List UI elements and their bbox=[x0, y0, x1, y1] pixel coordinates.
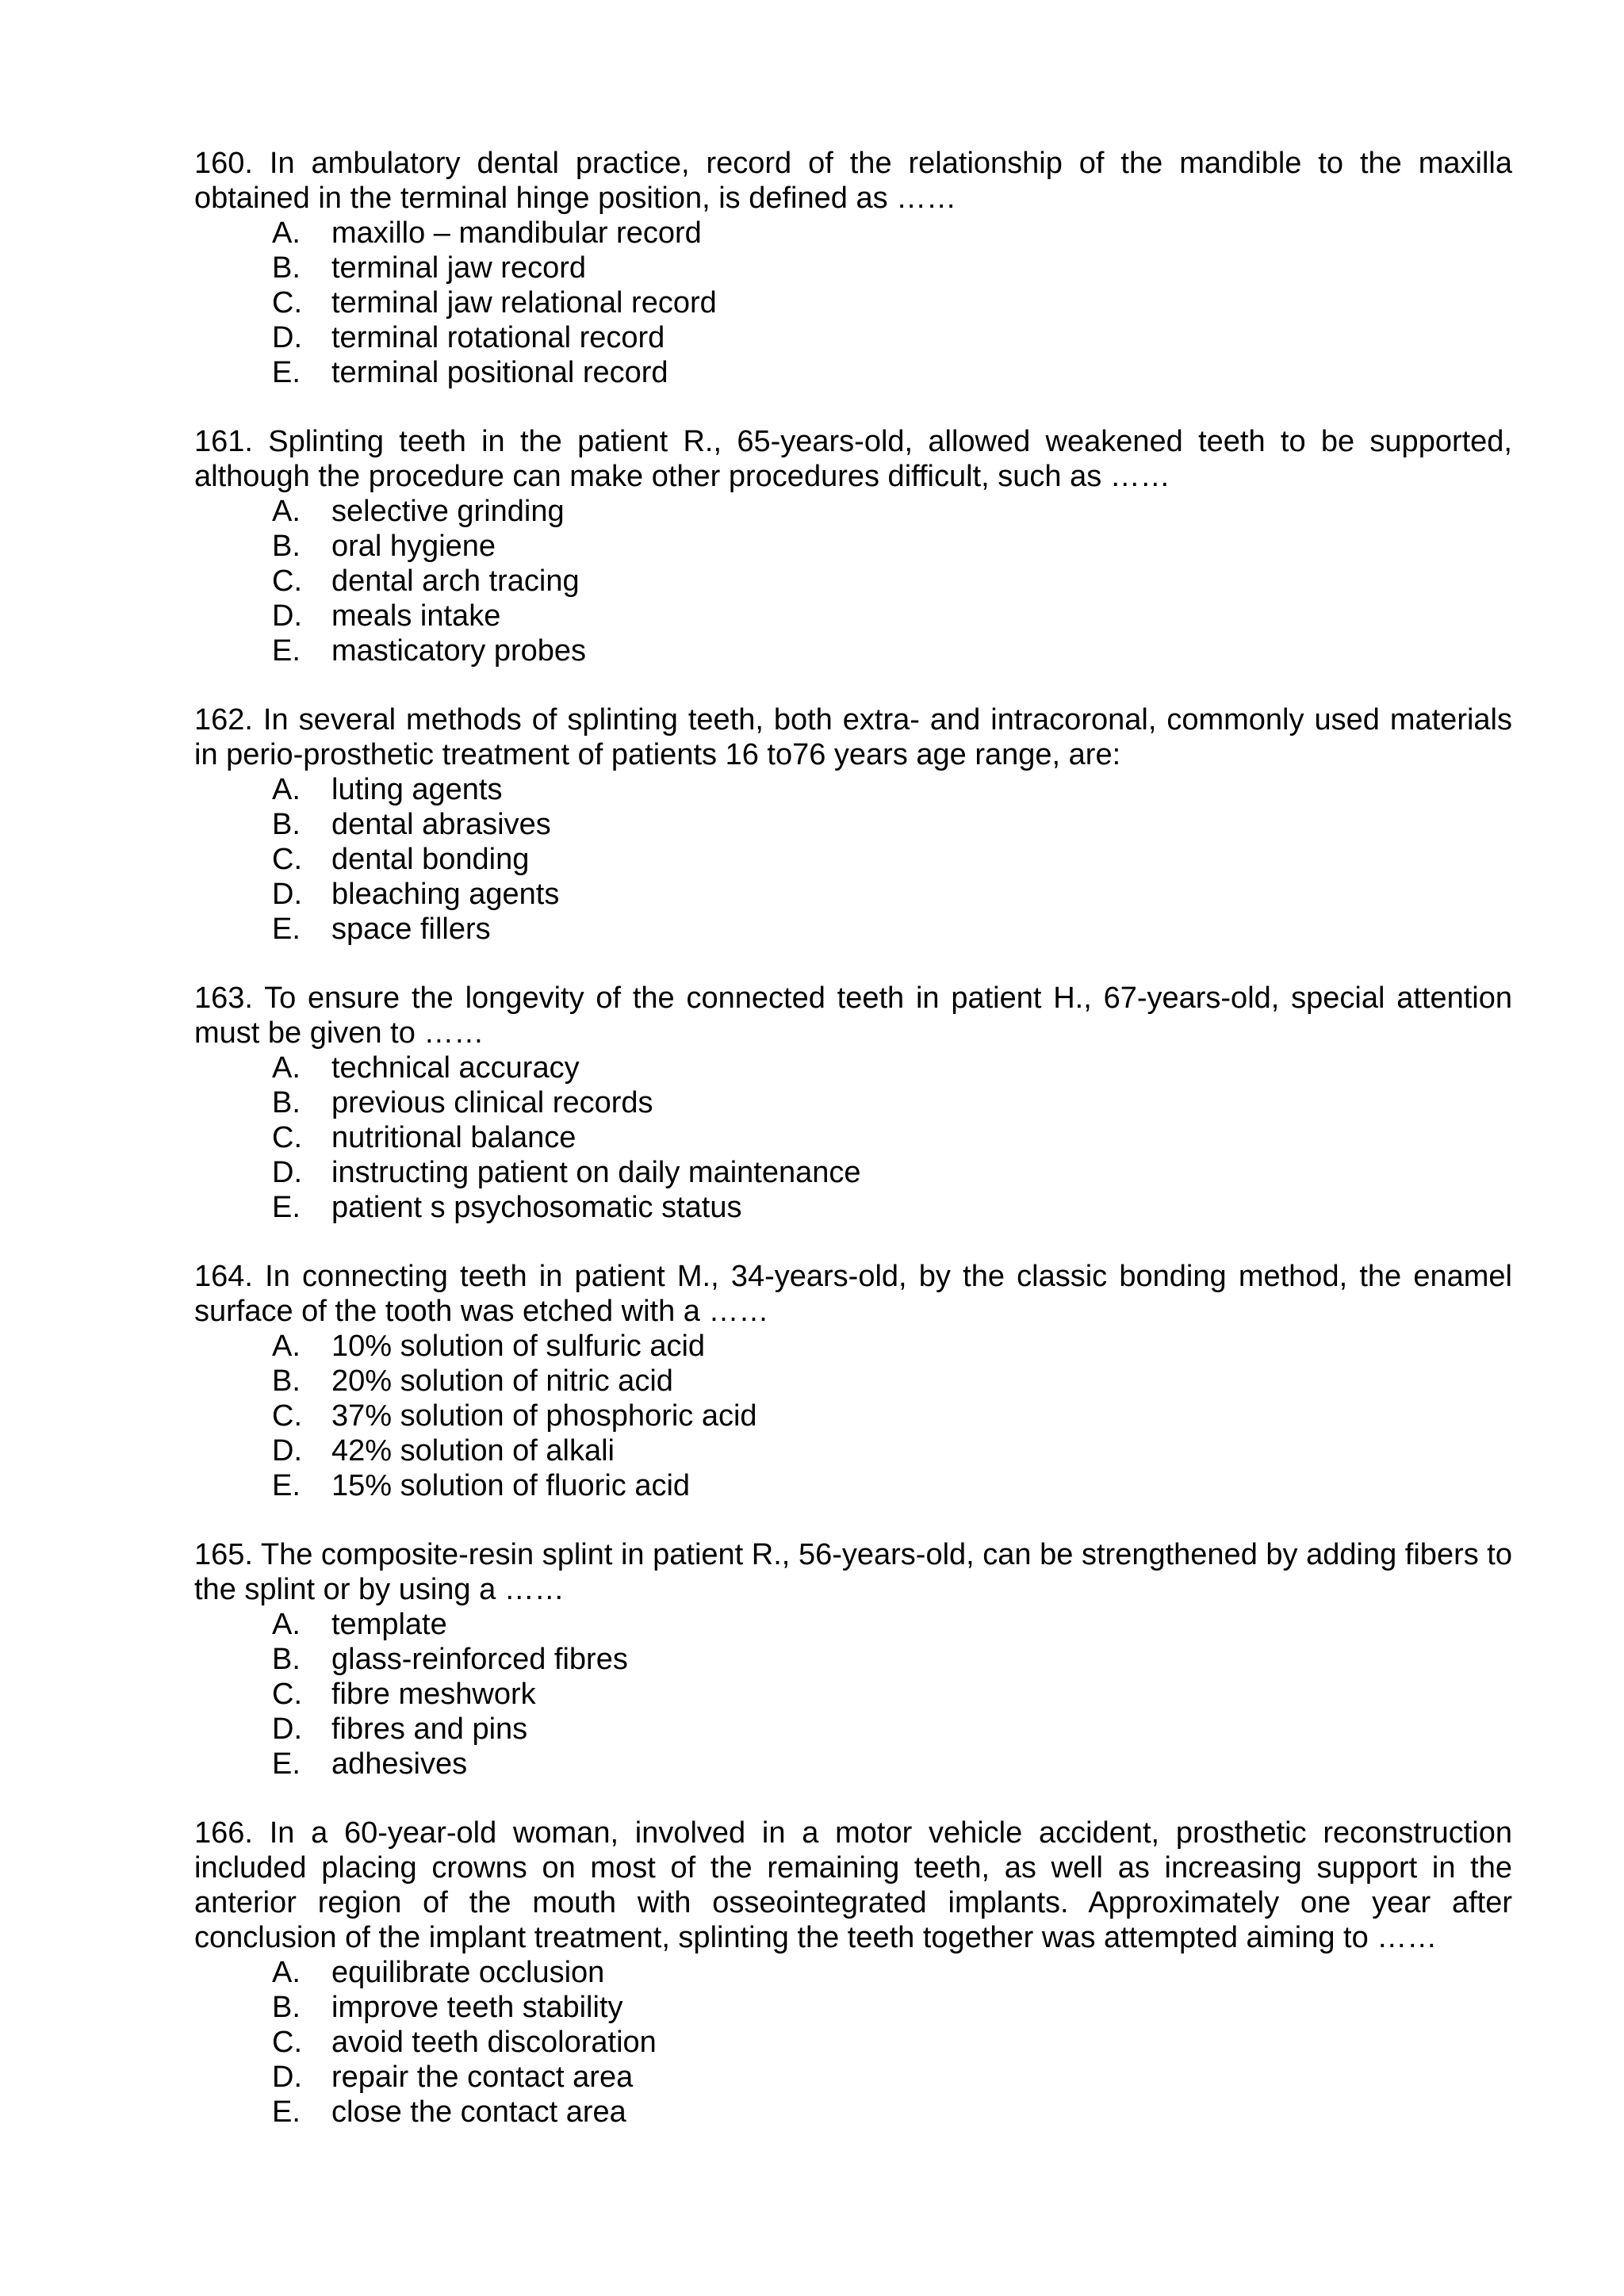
option-letter: B. bbox=[272, 1991, 301, 2024]
option-letter: D. bbox=[272, 878, 302, 911]
option-d bbox=[194, 2060, 1512, 2095]
option-letter: C. bbox=[272, 1121, 302, 1154]
option-text: 42% solution of alkali bbox=[331, 1434, 615, 1468]
option-text: adhesives bbox=[331, 1747, 468, 1781]
option-letter: C. bbox=[272, 1399, 302, 1433]
option-e bbox=[194, 1190, 1512, 1225]
option-d bbox=[194, 1712, 1512, 1747]
option-text: terminal rotational record bbox=[331, 321, 665, 354]
option-letter: A. bbox=[272, 1956, 301, 1989]
option-letter: C. bbox=[272, 843, 302, 876]
option-text: close the contact area bbox=[331, 2095, 626, 2129]
option-text: fibre meshwork bbox=[331, 1678, 536, 1711]
question-stem: 164. In connecting teeth in patient M., 34-years-old, by the classic bonding method, the enamel surface of the tooth was etched with a …… bbox=[194, 1260, 1512, 1328]
option-text: improve teeth stability bbox=[331, 1991, 623, 2024]
option-letter: A. bbox=[272, 773, 301, 806]
option-list bbox=[194, 1607, 1512, 1781]
option-c bbox=[194, 564, 1512, 599]
option-text: terminal jaw relational record bbox=[331, 286, 717, 320]
question-stem: 162. In several methods of splinting teeth, both extra- and intracoronal, commonly used materials in perio-prosthetic treatment of patients 16 to76 years age range, are: bbox=[194, 703, 1512, 771]
option-e bbox=[194, 1468, 1512, 1503]
question-163 bbox=[194, 981, 1512, 1225]
option-text: 37% solution of phosphoric acid bbox=[331, 1399, 757, 1433]
option-letter: D. bbox=[272, 1712, 302, 1746]
option-text: instructing patient on daily maintenance bbox=[331, 1156, 861, 1189]
option-text: luting agents bbox=[331, 773, 503, 806]
option-letter: C. bbox=[272, 286, 302, 320]
option-text: patient s psychosomatic status bbox=[331, 1191, 742, 1224]
option-c bbox=[194, 1120, 1512, 1155]
option-letter: E. bbox=[272, 356, 301, 389]
option-b bbox=[194, 1642, 1512, 1677]
option-a bbox=[194, 1955, 1512, 1990]
option-text: avoid teeth discoloration bbox=[331, 2026, 657, 2059]
question-stem: 165. The composite-resin splint in patient R., 56-years-old, can be strengthened by adding fibers to the splint or by using a …… bbox=[194, 1538, 1512, 1606]
option-a bbox=[194, 1050, 1512, 1085]
option-letter: B. bbox=[272, 808, 301, 841]
option-d bbox=[194, 1433, 1512, 1468]
option-text: dental bonding bbox=[331, 843, 530, 876]
question-166 bbox=[194, 1816, 1512, 2130]
option-letter: A. bbox=[272, 1608, 301, 1641]
option-c bbox=[194, 2025, 1512, 2060]
option-letter: E. bbox=[272, 2095, 301, 2129]
option-a bbox=[194, 494, 1512, 529]
question-stem: 160. In ambulatory dental practice, record of the relationship of the mandible to the maxilla obtained in the terminal hinge position, is defined as …… bbox=[194, 147, 1512, 215]
option-list bbox=[194, 216, 1512, 390]
option-text: space fillers bbox=[331, 913, 491, 946]
option-e bbox=[194, 355, 1512, 390]
option-e bbox=[194, 633, 1512, 668]
option-b bbox=[194, 807, 1512, 842]
option-letter: B. bbox=[272, 251, 301, 285]
option-letter: B. bbox=[272, 530, 301, 563]
option-d bbox=[194, 1155, 1512, 1190]
option-text: 20% solution of nitric acid bbox=[331, 1364, 673, 1398]
option-letter: B. bbox=[272, 1086, 301, 1119]
option-text: meals intake bbox=[331, 599, 501, 633]
question-162 bbox=[194, 702, 1512, 947]
option-letter: D. bbox=[272, 1156, 302, 1189]
option-c bbox=[194, 285, 1512, 320]
option-text: dental arch tracing bbox=[331, 564, 580, 598]
option-text: terminal jaw record bbox=[331, 251, 586, 285]
option-text: template bbox=[331, 1608, 447, 1641]
option-b bbox=[194, 529, 1512, 564]
option-letter: E. bbox=[272, 1191, 301, 1224]
document-page bbox=[194, 146, 1512, 2164]
question-160 bbox=[194, 146, 1512, 390]
question-161 bbox=[194, 424, 1512, 668]
option-text: maxillo – mandibular record bbox=[331, 216, 702, 250]
option-b bbox=[194, 251, 1512, 285]
option-text: fibres and pins bbox=[331, 1712, 528, 1746]
option-c bbox=[194, 842, 1512, 877]
option-text: dental abrasives bbox=[331, 808, 551, 841]
option-d bbox=[194, 877, 1512, 912]
option-letter: E. bbox=[272, 1469, 301, 1502]
option-text: repair the contact area bbox=[331, 2061, 634, 2094]
option-letter: D. bbox=[272, 2061, 302, 2094]
option-text: selective grinding bbox=[331, 495, 565, 528]
option-list bbox=[194, 1955, 1512, 2130]
question-stem: 161. Splinting teeth in the patient R., 65-years-old, allowed weakened teeth to be supported, although the procedure can make other procedures difficult, such as …… bbox=[194, 425, 1512, 493]
option-e bbox=[194, 912, 1512, 947]
option-letter: C. bbox=[272, 564, 302, 598]
question-stem: 166. In a 60-year-old woman, involved in a motor vehicle accident, prosthetic reconstruction included placing crowns on most of the remaining teeth, as well as increasing support in the anterior region of the mouth with osseointegrated implants. Approximately one year after conclusion of the implant treatment, splinting the teeth together was attempted aiming to …… bbox=[194, 1816, 1512, 1954]
option-letter: A. bbox=[272, 1051, 301, 1085]
question-stem: 163. To ensure the longevity of the connected teeth in patient H., 67-years-old, special attention must be given to …… bbox=[194, 982, 1512, 1050]
option-text: previous clinical records bbox=[331, 1086, 653, 1119]
option-letter: A. bbox=[272, 216, 301, 250]
option-letter: E. bbox=[272, 1747, 301, 1781]
option-text: bleaching agents bbox=[331, 878, 560, 911]
option-e bbox=[194, 2095, 1512, 2130]
option-letter: C. bbox=[272, 1678, 302, 1711]
option-list bbox=[194, 494, 1512, 668]
option-letter: D. bbox=[272, 321, 302, 354]
option-letter: B. bbox=[272, 1643, 301, 1676]
option-a bbox=[194, 216, 1512, 251]
option-text: oral hygiene bbox=[331, 530, 496, 563]
option-b bbox=[194, 1990, 1512, 2025]
option-text: terminal positional record bbox=[331, 356, 668, 389]
option-text: technical accuracy bbox=[331, 1051, 580, 1085]
option-text: masticatory probes bbox=[331, 634, 587, 668]
option-text: equilibrate occlusion bbox=[331, 1956, 605, 1989]
question-165 bbox=[194, 1537, 1512, 1781]
option-text: nutritional balance bbox=[331, 1121, 576, 1154]
option-d bbox=[194, 320, 1512, 355]
option-list bbox=[194, 772, 1512, 947]
option-text: glass-reinforced fibres bbox=[331, 1643, 628, 1676]
option-d bbox=[194, 599, 1512, 633]
option-letter: A. bbox=[272, 1330, 301, 1363]
option-letter: B. bbox=[272, 1364, 301, 1398]
option-letter: C. bbox=[272, 2026, 302, 2059]
option-b bbox=[194, 1085, 1512, 1120]
option-letter: A. bbox=[272, 495, 301, 528]
option-c bbox=[194, 1399, 1512, 1433]
question-164 bbox=[194, 1259, 1512, 1503]
option-text: 15% solution of fluoric acid bbox=[331, 1469, 691, 1502]
option-text: 10% solution of sulfuric acid bbox=[331, 1330, 706, 1363]
option-b bbox=[194, 1364, 1512, 1399]
option-letter: E. bbox=[272, 634, 301, 668]
option-letter: D. bbox=[272, 1434, 302, 1468]
option-list bbox=[194, 1329, 1512, 1503]
option-letter: D. bbox=[272, 599, 302, 633]
option-a bbox=[194, 1607, 1512, 1642]
option-c bbox=[194, 1677, 1512, 1712]
option-a bbox=[194, 1329, 1512, 1364]
option-list bbox=[194, 1050, 1512, 1225]
option-a bbox=[194, 772, 1512, 807]
option-letter: E. bbox=[272, 913, 301, 946]
option-e bbox=[194, 1747, 1512, 1781]
